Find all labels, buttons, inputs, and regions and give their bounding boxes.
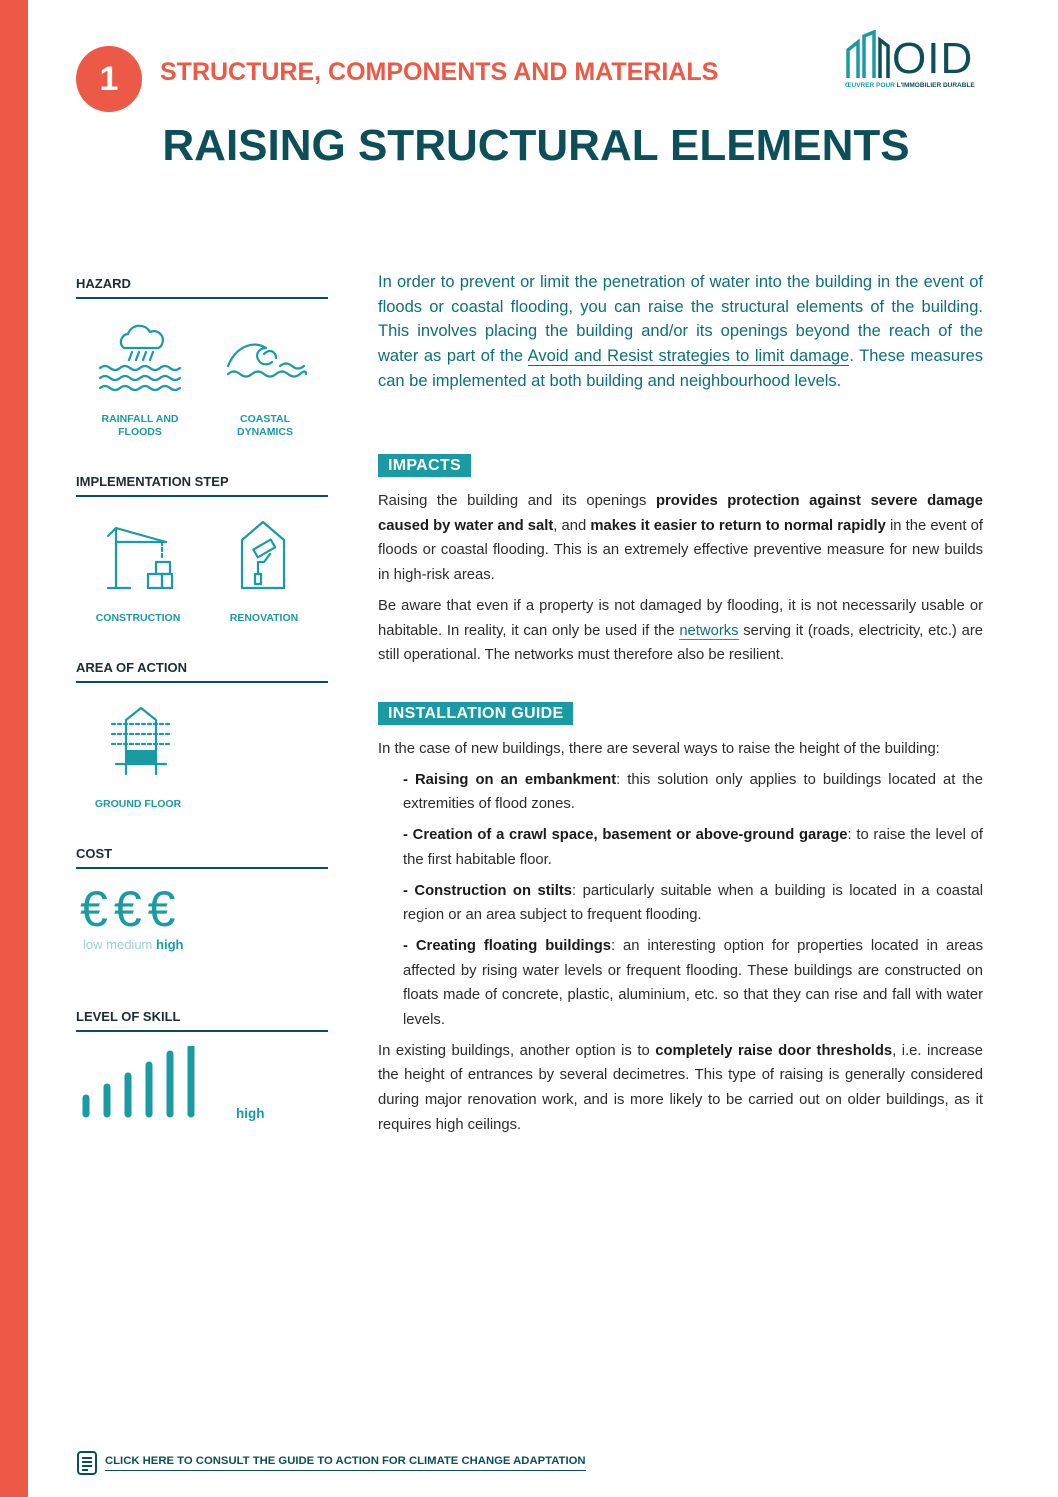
- euro-icon: €: [80, 881, 114, 937]
- area-caption-ground-floor: GROUND FLOOR: [94, 798, 182, 810]
- area-section: [76, 660, 328, 683]
- impacts-heading-wrap: [378, 454, 983, 477]
- implementation-caption-construction: CONSTRUCTION: [95, 612, 181, 624]
- impacts-heading: IMPACTS: [378, 454, 471, 477]
- cost-scale-medium: medium: [106, 937, 153, 952]
- cost-scale: [83, 937, 183, 952]
- cost-scale-low: low: [83, 937, 103, 952]
- paint-roller-house-icon: [236, 518, 290, 592]
- side-accent-bar: [0, 0, 28, 1497]
- intro-paragraph: In order to prevent or limit the penetration of water into the building in the event of floods or coastal flooding, you can raise the structural elements of the building. This involves placing the building and/or its openings beyond the reach of the water as part of the Avoid and Resist strategies to limit damage. These measures can be implemented at both building and neighbourhood levels.: [378, 273, 983, 390]
- implementation-label: IMPLEMENTATION STEP: [76, 474, 328, 497]
- install-lead: In the case of new buildings, there are several ways to raise the height of the building:: [378, 741, 940, 757]
- implementation-section: [76, 474, 328, 497]
- euro-icon: €: [147, 881, 182, 937]
- area-label: AREA OF ACTION: [76, 660, 328, 683]
- impacts-body: [378, 489, 983, 674]
- install-closing: In existing buildings, another option is to completely raise door thresholds, i.e. increase the height of entrances by several decimetres. This type of raising is generally considered during major renovation work, and is more likely to be carried out on older buildings, as it requires high ceilings.: [378, 1042, 983, 1133]
- chapter-title: STRUCTURE, COMPONENTS AND MATERIALS: [160, 58, 719, 86]
- cost-scale-high: high: [156, 937, 184, 952]
- cost-section: [76, 846, 328, 869]
- install-body: [378, 737, 983, 1144]
- guide-to-action-link[interactable]: CLICK HERE TO CONSULT THE GUIDE TO ACTION FOR CLIMATE CHANGE ADAPTATION: [105, 1455, 586, 1471]
- ground-floor-icon: [108, 704, 174, 778]
- list-item: - Construction on stilts: particularly suitable when a building is located in a coastal region or an area subject to frequent flooding.: [403, 882, 983, 924]
- euro-icon: €: [113, 881, 148, 937]
- implementation-caption-renovation: RENOVATION: [229, 612, 299, 624]
- cost-euro-symbols: [80, 880, 181, 938]
- page-title: RAISING STRUCTURAL ELEMENTS: [162, 121, 910, 170]
- skill-label: LEVEL OF SKILL: [76, 1009, 328, 1032]
- skill-section: [76, 1009, 328, 1032]
- avoid-resist-link[interactable]: Avoid and Resist strategies to limit damage: [527, 347, 850, 366]
- rain-flood-icon: [96, 322, 184, 394]
- skill-level-bars: [78, 1046, 208, 1122]
- crane-icon: [104, 524, 176, 592]
- hazard-caption-coastal: COASTAL DYNAMICS: [236, 413, 293, 438]
- cost-label: COST: [76, 846, 328, 869]
- list-item: - Creating floating buildings: an interesting option for properties located in areas affected by rising water levels or frequent flooding. These buildings are constructed on floats made of concrete, plastic, aluminium, etc. so that they can rise and fall with water levels.: [403, 937, 983, 1029]
- impacts-paragraph-1: Raising the building and its openings provides protection against severe damage caused by water and salt, and makes it easier to return to normal rapidly in the event of floods or coastal flooding. This is an extremely effective preventive measure for new builds in high-risk areas.: [378, 493, 983, 584]
- skill-level-text: high: [236, 1106, 265, 1121]
- footer: [76, 1450, 622, 1476]
- chapter-number-badge: 1: [76, 46, 142, 112]
- list-item: - Raising on an embankment: this solution only applies to buildings located at the extremities of flood zones.: [403, 771, 984, 813]
- networks-link[interactable]: networks: [679, 622, 739, 639]
- install-heading-wrap: [378, 702, 983, 725]
- impacts-paragraph-2: Be aware that even if a property is not damaged by flooding, it is not necessarily usable or habitable. In reality, it can only be used if the networks serving it (roads, electricity, etc.) are still operational. The networks must therefore also be resilient.: [378, 597, 983, 664]
- hazard-caption-rainfall: RAINFALL AND FLOODS: [101, 413, 179, 438]
- installation-guide-heading: INSTALLATION GUIDE: [378, 702, 573, 725]
- document-icon: [76, 1450, 98, 1476]
- logo-tagline: ŒUVRER POUR L'IMMOBILIER DURABLE: [845, 82, 975, 89]
- list-item: - Creation of a crawl space, basement or above-ground garage: to raise the level of the first habitable floor.: [403, 827, 983, 868]
- logo-text: OID: [892, 34, 974, 83]
- hazard-section: [76, 276, 328, 299]
- wave-icon: [224, 334, 310, 378]
- hazard-label: HAZARD: [76, 276, 328, 299]
